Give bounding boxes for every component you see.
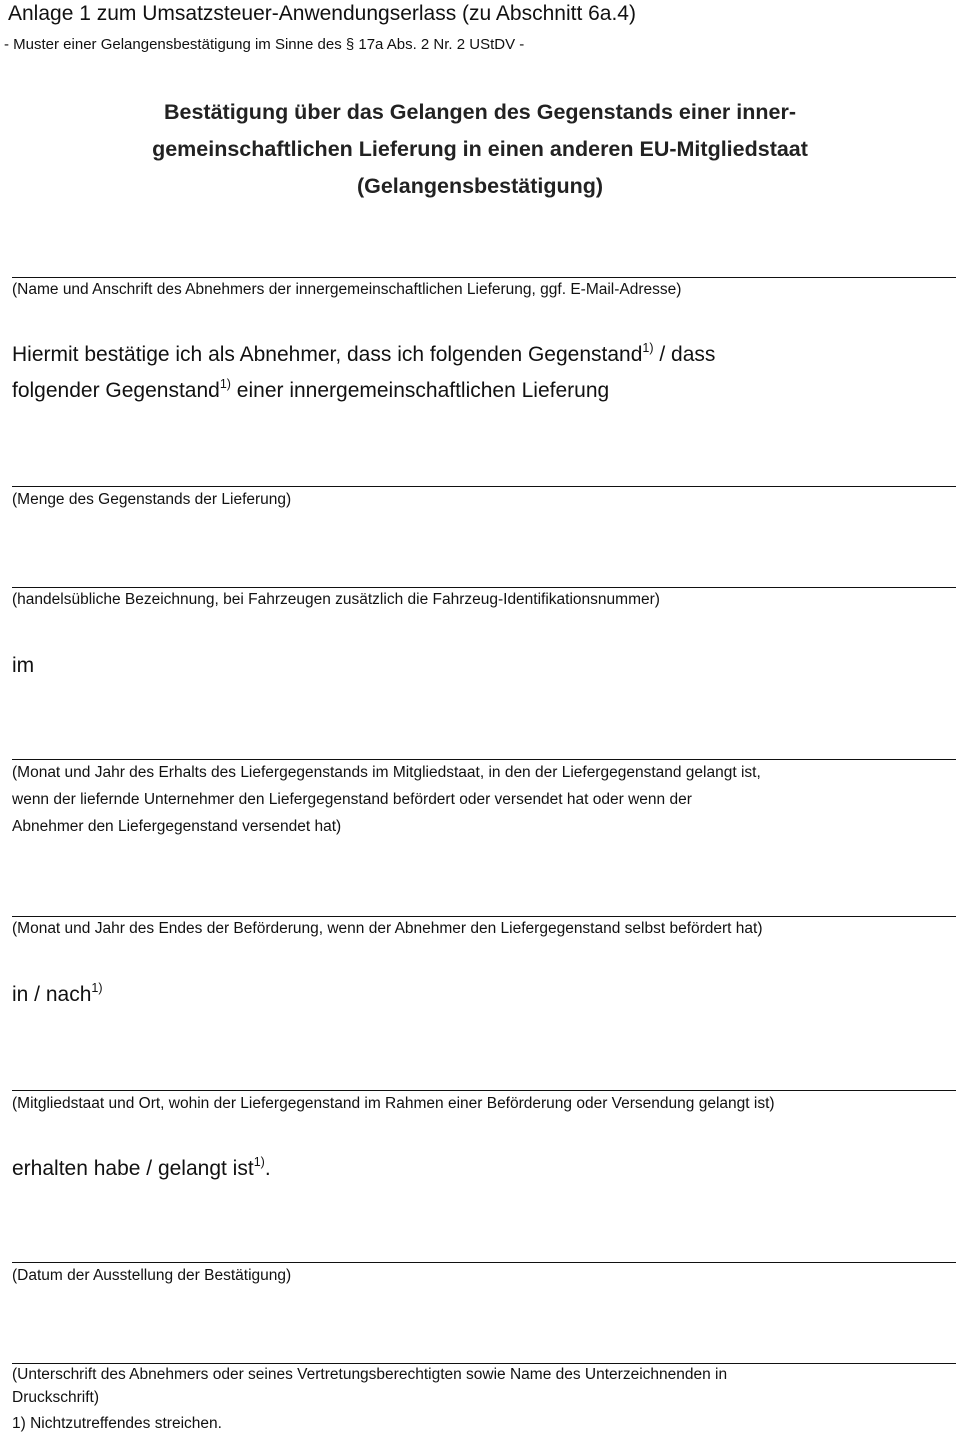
form-heading-line-2: gemeinschaftlichen Lieferung in einen anderen EU-Mitgliedstaat — [152, 137, 808, 161]
form-heading-line-3: (Gelangensbestätigung) — [356, 174, 604, 198]
form-heading — [0, 94, 960, 205]
signature-field-caption-line-2: Druckschrift) — [12, 1389, 99, 1406]
statement-line-2-text: folgender Gegenstand — [12, 379, 220, 402]
description-field-caption: (handelsübliche Bezeichnung, bei Fahrzeugen zusätzlich die Fahrzeug-Identifikationsnummer) — [12, 591, 660, 608]
statement-line-1 — [12, 337, 715, 373]
document-title: Anlage 1 zum Umsatzsteuer-Anwendungserlass (zu Abschnitt 6a.4) — [8, 2, 636, 25]
statement-line-1-alt: / dass — [659, 343, 716, 366]
date-field-caption: (Datum der Ausstellung der Bestätigung) — [12, 1267, 292, 1284]
transport-end-field-caption: (Monat und Jahr des Endes der Beförderung, wenn der Abnehmer den Liefergegenstand selbst befördert hat) — [12, 920, 763, 937]
document-subtitle: - Muster einer Gelangensbestätigung im Sinne des § 17a Abs. 2 Nr. 2 UStDV - — [4, 36, 525, 53]
erhalten-text: erhalten habe / gelangt ist — [12, 1157, 254, 1180]
im-label: im — [12, 654, 35, 677]
footnote-ref: 1) — [642, 341, 654, 355]
buyer-field-caption: (Name und Anschrift des Abnehmers der innergemeinschaftlichen Lieferung, ggf. E-Mail-Adresse) — [12, 281, 682, 298]
receipt-field-caption-line-2: wenn der liefernde Unternehmer den Liefergegenstand befördert oder versendet hat oder wenn der — [12, 791, 692, 808]
in-nach-label — [12, 977, 103, 1013]
receipt-field-caption-line-1: (Monat und Jahr des Erhalts des Liefergegenstands im Mitgliedstaat, in den der Liefergegenstand gelangt ist, — [12, 764, 761, 781]
statement-line-2-rest: einer innergemeinschaftlichen Lieferung — [236, 379, 610, 402]
footnote-ref: 1) — [91, 981, 103, 995]
quantity-field-caption: (Menge des Gegenstands der Lieferung) — [12, 491, 292, 508]
in-nach-text: in / nach — [12, 983, 92, 1006]
receipt-field-caption-line-3: Abnehmer den Liefergegenstand versendet hat) — [12, 818, 342, 835]
form-heading-line-1: Bestätigung über das Gelangen des Gegenstands einer inner- — [163, 100, 796, 124]
erhalten-period: . — [264, 1157, 271, 1180]
footnote: 1) Nichtzutreffendes streichen. — [12, 1415, 222, 1432]
destination-field-caption: (Mitgliedstaat und Ort, wohin der Liefergegenstand im Rahmen einer Beförderung oder Versendung gelangt ist) — [12, 1095, 775, 1112]
statement-line-1-text: Hiermit bestätige ich als Abnehmer, dass ich folgenden Gegenstand — [12, 343, 643, 366]
footnote-ref: 1) — [253, 1155, 265, 1169]
signature-field-caption-line-1: (Unterschrift des Abnehmers oder seines Vertretungsberechtigten sowie Name des Unterzeichnenden in — [12, 1366, 728, 1383]
footnote-ref: 1) — [219, 377, 231, 391]
statement-line-2 — [12, 373, 609, 409]
erhalten-label — [12, 1151, 271, 1187]
